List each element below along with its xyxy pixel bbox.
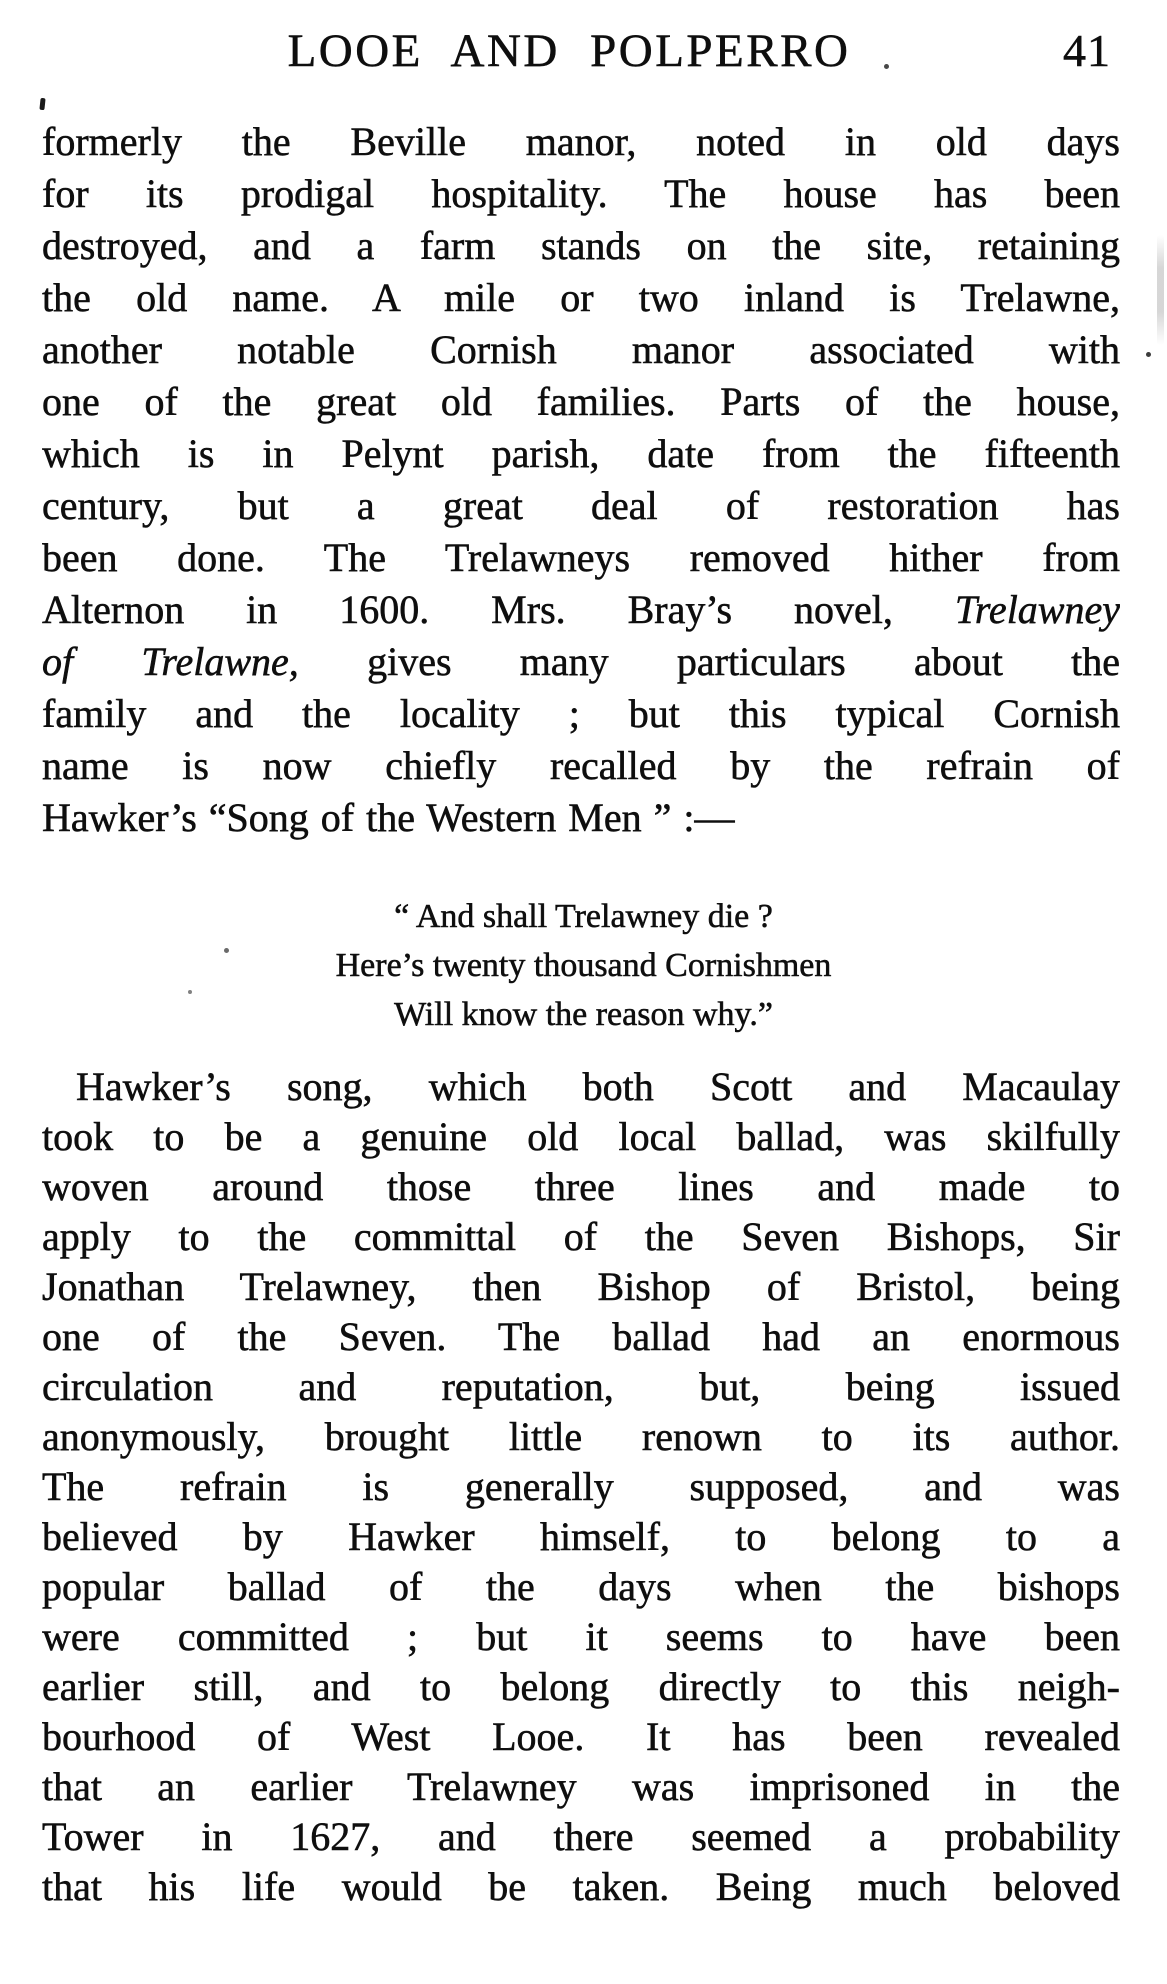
paragraph-2 [42, 1062, 1120, 1912]
text-line: one of the Seven. The ballad had an enormous [42, 1314, 1120, 1359]
text-line: name is now chiefly recalled by the refrain of [42, 743, 1120, 788]
text-segment: gives many particulars about the [298, 639, 1120, 684]
text-line: formerly the Beville manor, noted in old days [42, 119, 1120, 164]
text-line: were committed ; but it seems to have been [42, 1614, 1120, 1659]
text-line: apply to the committal of the Seven Bishops, Sir [42, 1214, 1120, 1259]
paragraph-1 [42, 116, 1120, 844]
text-line: popular ballad of the days when the bishops [42, 1564, 1120, 1609]
page-number: 41 [1063, 25, 1111, 76]
poem-line: Will know the reason why.” [394, 996, 773, 1033]
text-line: believed by Hawker himself, to belong to a [42, 1514, 1120, 1559]
text-line: earlier still, and to belong directly to this neigh- [42, 1664, 1120, 1709]
text-line: one of the great old families. Parts of the house, [42, 379, 1120, 424]
scan-artifact-dot [1146, 352, 1151, 357]
text-line: Jonathan Trelawney, then Bishop of Bristol, being [42, 1264, 1120, 1309]
text-line: Tower in 1627, and there seemed a probability [42, 1814, 1120, 1859]
text-line: circulation and reputation, but, being issued [42, 1364, 1120, 1409]
text-line [42, 584, 1120, 636]
text-line: for its prodigal hospitality. The house has been [42, 171, 1120, 216]
text-line: destroyed, and a farm stands on the site, retaining [42, 223, 1120, 268]
text-line: that his life would be taken. Being much beloved [42, 1864, 1120, 1909]
text-line: which is in Pelynt parish, date from the fifteenth [42, 431, 1120, 476]
text-line: family and the locality ; but this typical Cornish [42, 691, 1120, 736]
text-line: century, but a great deal of restoration has [42, 483, 1120, 528]
scan-artifact-mark [39, 98, 45, 110]
text-line: another notable Cornish manor associated with [42, 327, 1120, 372]
text-line: woven around those three lines and made to [42, 1164, 1120, 1209]
italic-book-title: of Trelawne, [42, 639, 299, 684]
poem-line: Here’s twenty thousand Cornishmen [335, 947, 832, 984]
text-line: been done. The Trelawneys removed hither from [42, 535, 1120, 580]
text-line: that an earlier Trelawney was imprisoned in the [42, 1764, 1120, 1809]
text-line: anonymously, brought little renown to its author. [42, 1414, 1120, 1459]
running-title: LOOE AND POLPERRO [287, 25, 851, 77]
poem-line: “ And shall Trelawney die ? [394, 898, 773, 935]
poem-quote [0, 892, 1167, 1039]
italic-book-title: Trelawney [954, 587, 1120, 632]
text-segment: Alternon in 1600. Mrs. Bray’s novel, [42, 587, 955, 632]
text-line: Hawker’s “Song of the Western Men ” :— [42, 795, 735, 840]
text-line: Hawker’s song, which both Scott and Macaulay [76, 1064, 1120, 1109]
text-line: The refrain is generally supposed, and was [42, 1464, 1120, 1509]
text-line: took to be a genuine old local ballad, was skilfully [42, 1114, 1120, 1159]
text-line [42, 636, 1120, 688]
text-line: bourhood of West Looe. It has been revealed [42, 1714, 1120, 1759]
page-header [0, 24, 1167, 82]
text-line: the old name. A mile or two inland is Trelawne, [42, 275, 1120, 320]
scan-artifact-dot [884, 64, 889, 69]
scan-artifact-smudge [1157, 235, 1164, 345]
